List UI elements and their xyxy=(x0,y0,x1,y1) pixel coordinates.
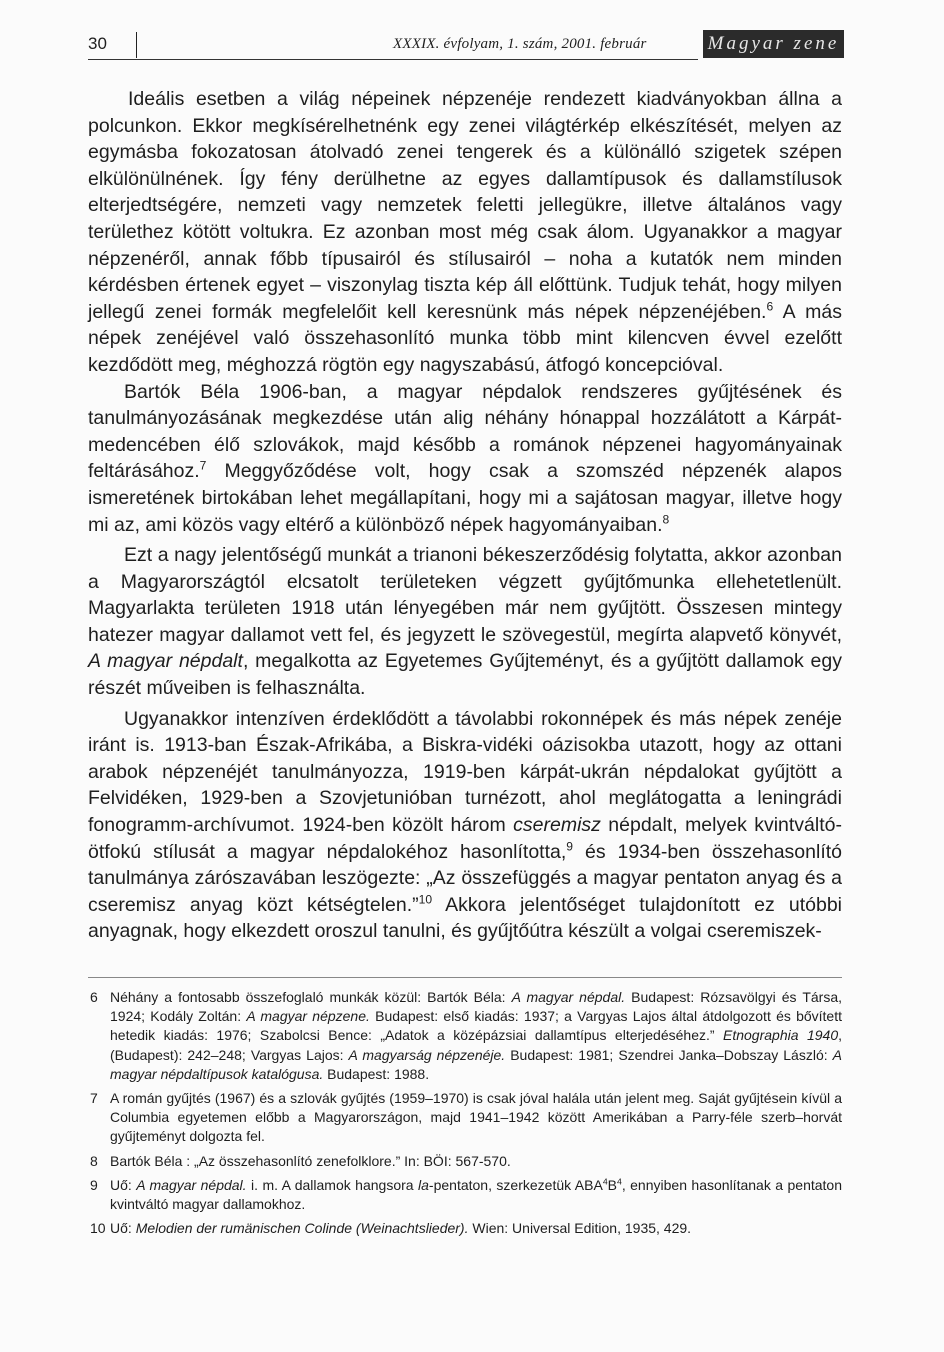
page-header xyxy=(88,28,844,64)
issue-info: XXXIX. évfolyam, 1. szám, 2001. február xyxy=(393,36,647,52)
paragraph: Ezt a nagy jelentőségű munkát a trianoni békeszerződésig folytatta, akkor azonban a Magyarországtól elcsatolt területeken végzett gyűjtőmunka ellehetetlenült. Magyarlakta területen 1918 után lényegében már nem gyűjtött. Összesen mintegy hatezer magyar dallamot vett fel, és jegyzett le szövegestül, megírta alapvető könyvét, A magyar népdalt, megalkotta az Egyetemes Gyűjteményt, és a gyűjtött dallamok egy részét műveiben is felhasználta. xyxy=(88,544,842,700)
footnote: 8 Bartók Béla : „Az összehasonlító zenefolklore.” In: BÖI: 567-570. xyxy=(88,1152,842,1171)
paragraph: Bartók Béla 1906-ban, a magyar népdalok rendszeres gyűjtésének és tanulmányozásának megkezdése után alig néhány hónappal hozzálátott a Kárpát-medencében élő szlovákok, majd később a románok népzenei hagyományainak feltárásához.$^7$ Meggyőződése volt, hogy csak a szomszéd népzenék alapos ismeretének birtokában lehet megállapítani, hogy mi a sajátosan magyar, illetve hogy mi az, ami közös vagy eltérő a különböző népek hagyományaiban.$^8$ xyxy=(88,380,842,536)
header-separator xyxy=(136,32,137,58)
footnote-ref: 7 xyxy=(199,458,207,473)
article-body xyxy=(88,86,842,945)
journal-title-badge: Magyar zene xyxy=(703,30,844,58)
paragraph: Ideális esetben a világ népeinek népzenéje rendezett kiadványokban állna a polcunkon. Ekkor megkísérelhetnénk egy zenei világtérkép elkészítését, melyen az egymásba fokozatosan átolvadó zenei tengerek és a különálló szigetek szépen elkülönülnének. Így fény derülhetne az egyes dallamtípusok és dallamstílusok elterjedtségére, nemzeti vagy nemzetek feletti jellegükre, illetve általános vagy területhez kötött voltukra. Ez azonban most még csak álom. Ugyanakkor a magyar népzenéről, annak főbb típusairól és stílusairól – noha a kutatók nem minden kérdésben értenek egyet – viszonylag tiszta kép áll előttünk. Tudjuk tehát, hogy milyen jellegű zenei formák megfelelőit kell keresnünk más népek népzenéjében.$^6$ A más népek zenéjével való összehasonlító munka több mint kilencven évvel ezelőtt kezdődött meg, méghozzá rögtön egy nagyszabású, átfogó koncepcióval. xyxy=(88,88,842,376)
footnote-number: 9 xyxy=(90,1176,98,1193)
footnote-ref: 6 xyxy=(766,299,774,314)
footnote: 7 A román gyűjtés (1967) és a szlovák gyűjtés (1959–1970) is csak jóval halála után jelent meg. Saját gyűjtésein kívül a Columbia egyetemen előbb a Magyarországon, majd 1941–1942 között Amerikában a Parry-féle szerb–horvát gyűjteményt dolgozta fel. xyxy=(90,1090,842,1145)
footnote: 9 Uő: A magyar népdal. i. m. A dallamok hangsora la-pentaton, szerkezetük $ABA^4B^4$, ennyiben hasonlítanak a pentaton kvintváltó magyar dallamokhoz. xyxy=(90,1176,842,1213)
page-number: 30 xyxy=(88,34,107,53)
footnote-ref: 9 xyxy=(566,839,574,854)
footnotes xyxy=(88,988,842,1243)
footnote-separator xyxy=(88,977,842,978)
footnote-number: 8 xyxy=(90,1152,98,1169)
footnote-number: 6 xyxy=(90,989,98,1005)
header-rule xyxy=(88,59,698,60)
footnote: 10 Uő: Melodien der rumänischen Colinde (Weinachtslieder). Wien: Universal Edition, 1935, 429. xyxy=(88,1219,842,1238)
book-title: A magyar népdalt xyxy=(88,650,243,673)
footnote-ref: 10 xyxy=(418,892,433,907)
footnote: 6 Néhány a fontosabb összefoglaló munkák közül: Bartók Béla: A magyar népdal. Budapest: Rózsavölgyi és Társa, 1924; Kodály Zoltán: A magyar népzene. Budapest: első kiadás: 1937; a Vargyas Lajos által átdolgozott és bővített hetedik kiadás: 1976; Szabolcsi Bence: „Adatok a középázsiai dallamtípus elterjedéséhez.” Etnographia 1940, (Budapest): 242–248; Vargyas Lajos: A magyarság népzenéje. Budapest: 1981; Szendrei Janka–Dobszay László: A magyar népdaltípusok katalógusa. Budapest: 1988. xyxy=(90,989,842,1082)
footnote-number: 7 xyxy=(90,1090,98,1107)
footnote-number: 10 xyxy=(90,1220,106,1237)
paragraph: Ugyanakkor intenzíven érdeklődött a távolabbi rokonnépek és más népek zenéje iránt is. 1913-ban Észak-Afrikába, a Biskra-vidéki oázisokba utazott, hogy az ottani arabok népzenéjét tanulmányozza, 1919-ben kárpát-ukrán népdalokat gyűjtött a Felvidéken, 1929-ben a Szovjetunióban turnézott, ahol meglátogatta a leningrádi fonogramm-archívumot. 1924-ben közölt három cseremisz népdalt, melyek kvintváltó-ötfokú stílusát a magyar népdalokéhoz hasonlította,$^9$ és 1934-ben összehasonlító tanulmánya zárószavában leszögezte: „Az összefüggés a magyar pentaton anyag és a cseremisz anyag közt kétségtelen.”$^{10}$ Akkora jelentőséget tulajdonított ez utóbbi anyagnak, hogy elkezdett oroszul tanulni, és gyűjtőútra készült a volgai cseremiszek- xyxy=(88,707,843,943)
emphasis: cseremisz xyxy=(513,814,601,837)
footnote-ref: 8 xyxy=(662,512,670,526)
